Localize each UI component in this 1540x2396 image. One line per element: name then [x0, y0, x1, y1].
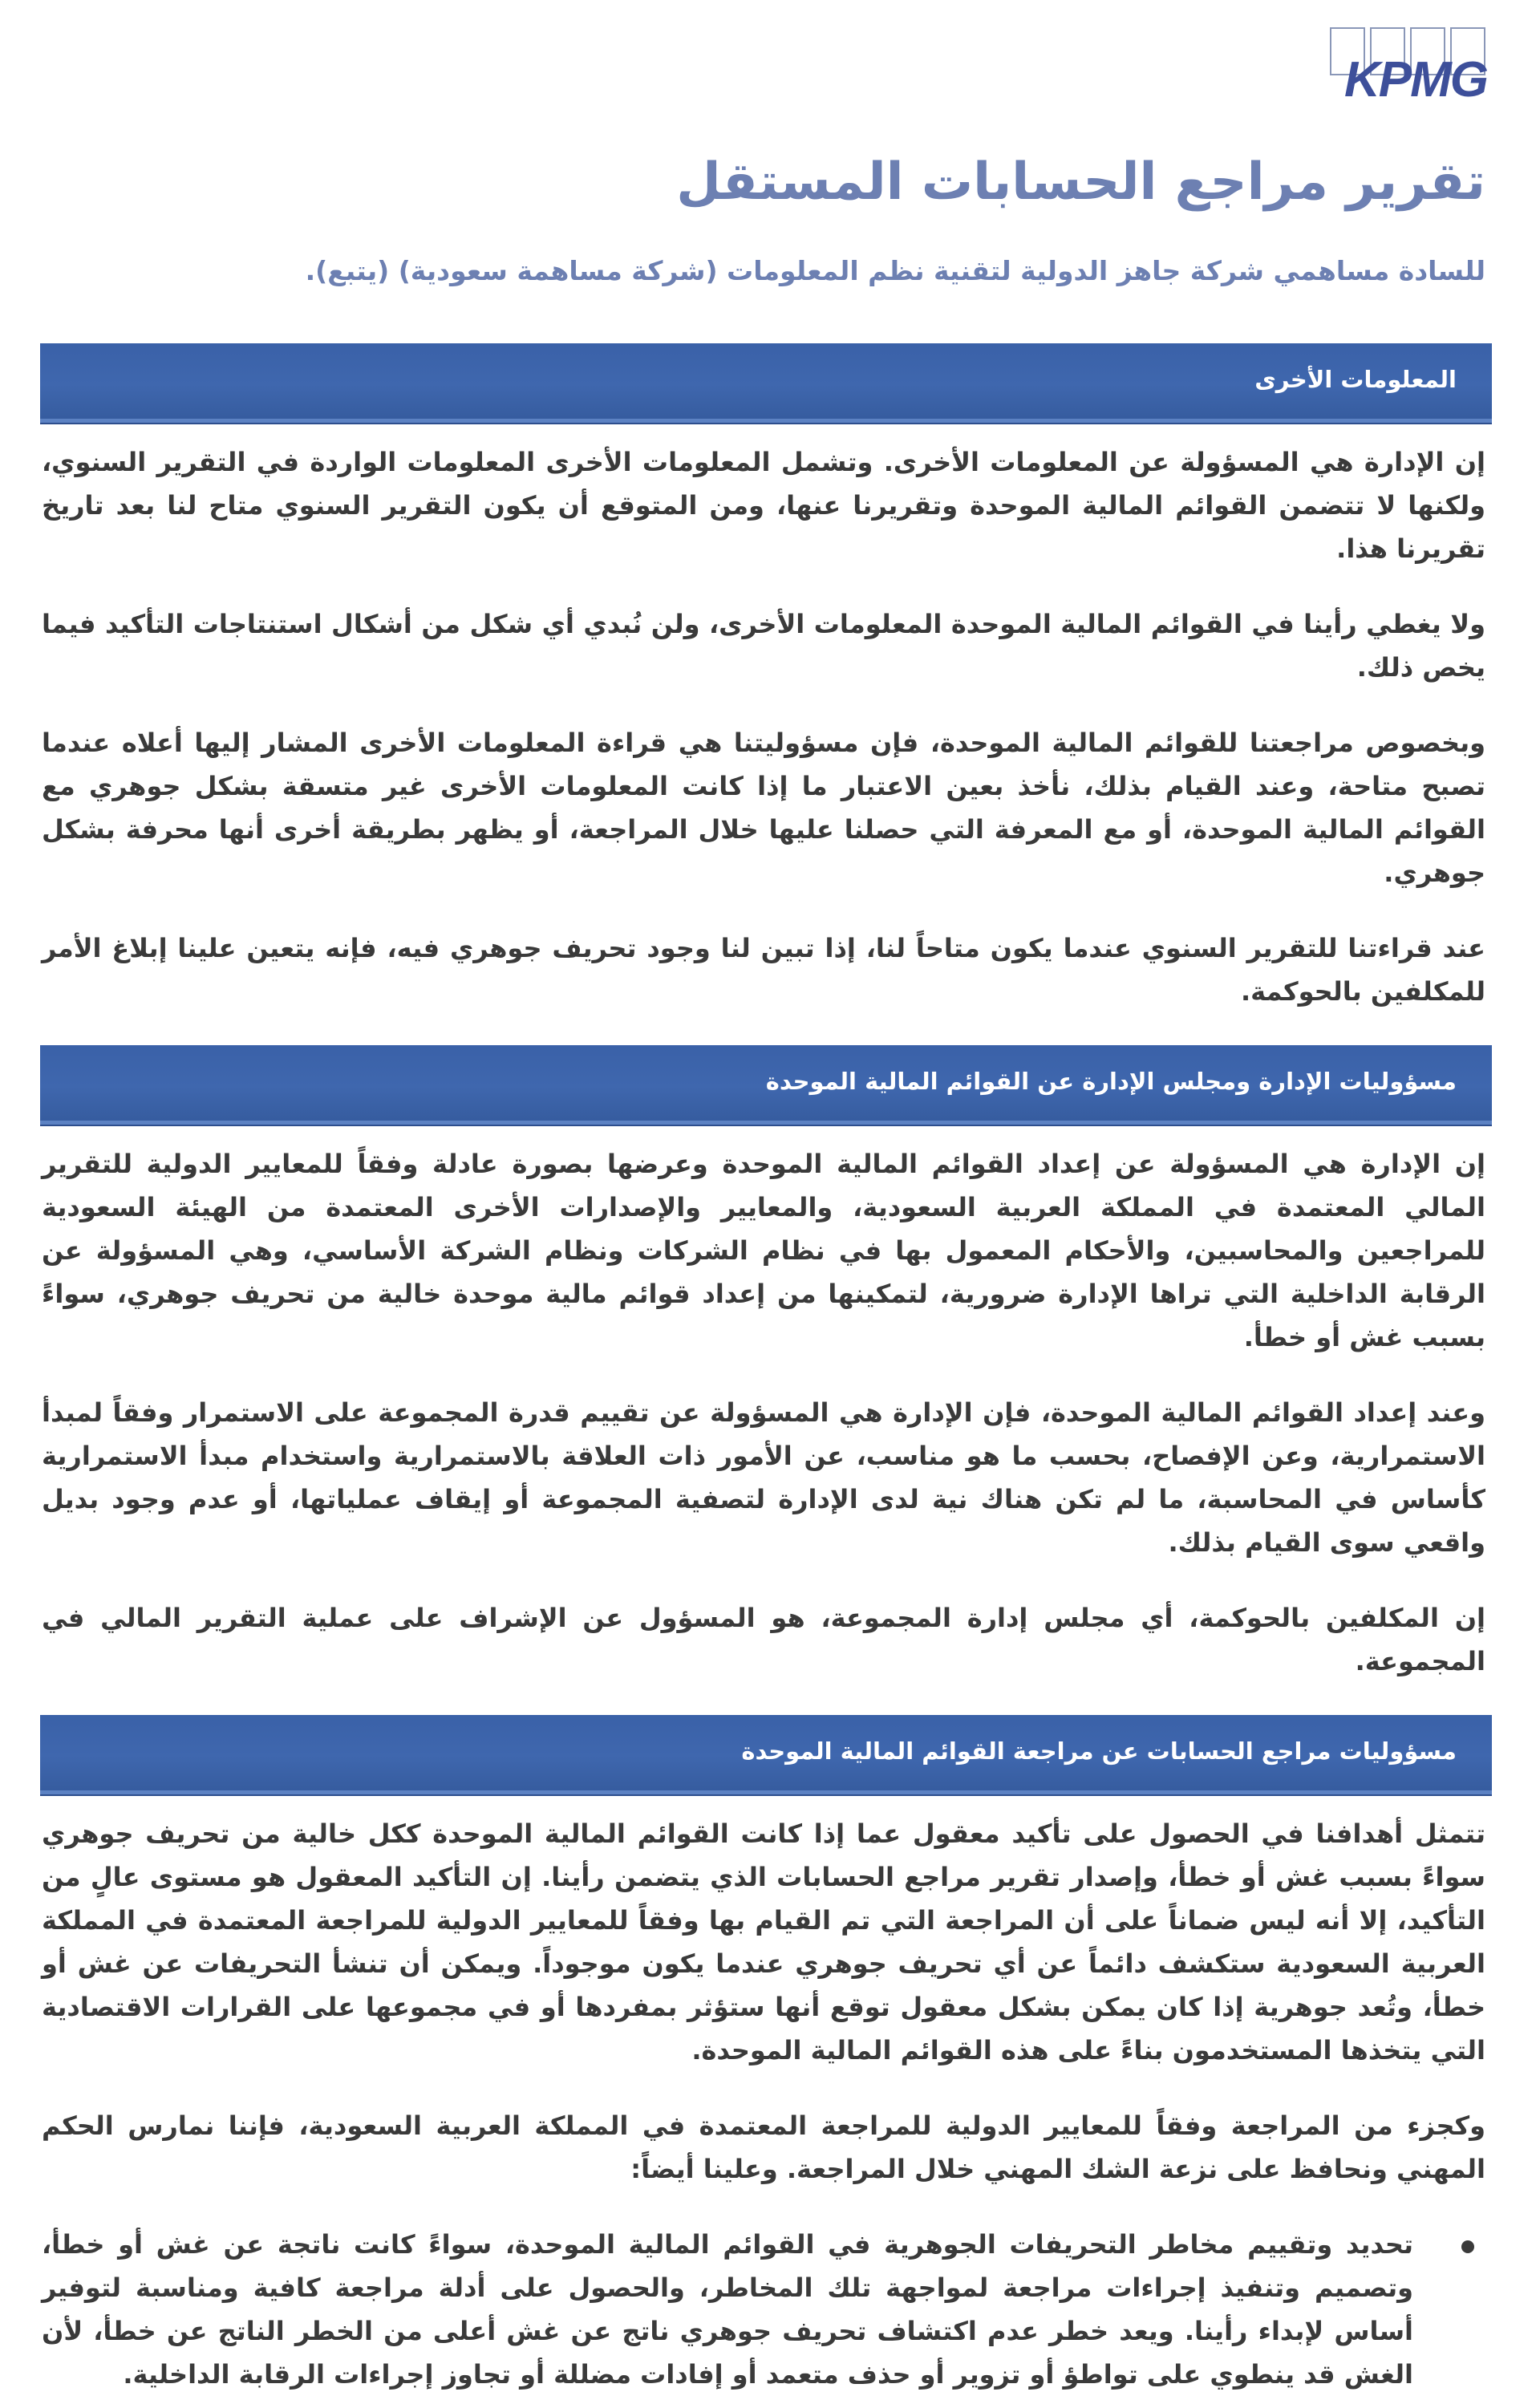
- paragraph: ولا يغطي رأينا في القوائم المالية الموحدة المعلومات الأخرى، ولن نُبدي أي شكل من أشكال استنتاجات التأكيد فيما يخص ذلك.: [42, 609, 1485, 683]
- bullet-text: تحديد وتقييم مخاطر التحريفات الجوهرية في القوائم المالية الموحدة، سواءً كانت ناتجة عن غش أو خطأ، وتصميم وتنفيذ إجراءات مراجعة لمواجهة تلك المخاطر، والحصول على أدلة مراجعة كافية ومناسبة لتوفير أساس لإبداء رأينا. ويعد خطر عدم اكتشاف تحريف جوهري ناتج عن غش أعلى من الخطر الناتج عن خطأ، لأن الغش قد ينطوي على تواطؤ أو تزوير أو حذف متعمد أو إفادات مضللة أو تجاوز إجراءات الرقابة الداخلية.: [42, 2229, 1413, 2390]
- paragraph: وبخصوص مراجعتنا للقوائم المالية الموحدة، فإن مسؤوليتنا هي قراءة المعلومات الأخرى المشار إليها أعلاه عندما تصبح متاحة، وعند القيام بذلك، نأخذ بعين الاعتبار ما إذا كانت المعلومات الأخرى غير متسقة بشكل جوهري مع القوائم المالية الموحدة، أو مع المعرفة التي حصلنا عليها خلال المراجعة، أو يظهر بطريقة أخرى أنها محرفة بشكل جوهري.: [42, 728, 1485, 888]
- report-title: تقرير مراجع الحسابات المستقل: [676, 152, 1485, 212]
- paragraph: إن المكلفين بالحوكمة، أي مجلس إدارة المجموعة، هو المسؤول عن الإشراف على عملية التقرير المالي في المجموعة.: [42, 1603, 1485, 1676]
- bullet-dot-icon: [1461, 2240, 1474, 2253]
- section-heading: مسؤوليات الإدارة ومجلس الإدارة عن القوائم المالية الموحدة: [765, 1068, 1457, 1095]
- section-heading: المعلومات الأخرى: [1254, 366, 1457, 393]
- section-header-auditor-responsibilities: [40, 1715, 1492, 1794]
- paragraph: عند قراءتنا للتقرير السنوي عندما يكون متاحاً لنا، إذا تبين لنا وجود تحريف جوهري فيه، فإنه يتعين علينا إبلاغ الأمر للمكلفين بالحوكمة.: [42, 933, 1485, 1007]
- section-header-other-information: [40, 343, 1492, 423]
- paragraph: تتمثل أهدافنا في الحصول على تأكيد معقول عما إذا كانت القوائم المالية الموحدة ككل خالية من تحريف جوهري سواءً بسبب غش أو خطأ، وإصدار تقرير مراجع الحسابات الذي يتضمن رأينا. إن التأكيد المعقول هو مستوى عالٍ من التأكيد، إلا أنه ليس ضماناً على أن المراجعة التي تم القيام بها وفقاً للمعايير الدولية للمراجعة المعتمدة في المملكة العربية السعودية ستكشف دائماً عن أي تحريف جوهري عندما يكون موجوداً. ويمكن أن تنشأ التحريفات عن غش أو خطأ، وتُعد جوهرية إذا كان يمكن بشكل معقول توقع أنها ستؤثر بمفردها أو في مجموعها على القرارات الاقتصادية التي يتخذها المستخدمون بناءً على هذه القوائم المالية الموحدة.: [42, 1818, 1485, 2066]
- bullet-item: [42, 2223, 1485, 2396]
- report-body: [0, 343, 1540, 2396]
- section-header-management-responsibilities: [40, 1045, 1492, 1125]
- paragraph: إن الإدارة هي المسؤولة عن إعداد القوائم المالية الموحدة وعرضها بصورة عادلة وفقاً للمعايير الدولية للتقرير المالي المعتمدة في المملكة العربية السعودية، والمعايير والإصدارات الأخرى المعتمدة من الهيئة السعودية للمراجعين والمحاسبين، والأحكام المعمول بها في نظام الشركات ونظام الشركة الأساسي، وهي المسؤولة عن الرقابة الداخلية التي تراها الإدارة ضرورية، لتمكينها من إعداد قوائم مالية موحدة خالية من تحريف جوهري، سواءً بسبب غش أو خطأ.: [42, 1149, 1485, 1352]
- section-heading: مسؤوليات مراجع الحسابات عن مراجعة القوائم المالية الموحدة: [741, 1737, 1457, 1765]
- bullet-list: [42, 2223, 1485, 2396]
- paragraph: وكجزء من المراجعة وفقاً للمعايير الدولية للمراجعة المعتمدة في المملكة العربية السعودية، فإننا نمارس الحكم المهني ونحافظ على نزعة الشك المهني خلال المراجعة. وعلينا أيضاً:: [42, 2110, 1485, 2184]
- paragraph: وعند إعداد القوائم المالية الموحدة، فإن الإدارة هي المسؤولة عن تقييم قدرة المجموعة على الاستمرار وفقاً لمبدأ الاستمرارية، وعن الإفصاح، بحسب ما هو مناسب، عن الأمور ذات العلاقة بالاستمرارية واستخدام مبدأ الاستمرارية كأساس في المحاسبة، ما لم تكن هناك نية لدى الإدارة لتصفية المجموعة أو إيقاف عملياتها، أو عدم وجود بديل واقعي سوى القيام بذلك.: [42, 1397, 1485, 1558]
- logo-wordmark: KPMG: [1344, 52, 1487, 107]
- kpmg-logo: [1325, 22, 1493, 111]
- paragraph: إن الإدارة هي المسؤولة عن المعلومات الأخرى. وتشمل المعلومات الأخرى المعلومات الواردة في التقرير السنوي، ولكنها لا تتضمن القوائم المالية الموحدة وتقريرنا عنها، ومن المتوقع أن يكون التقرير السنوي متاح لنا بعد تاريخ تقريرنا هذا.: [42, 447, 1485, 564]
- report-subtitle: للسادة مساهمي شركة جاهز الدولية لتقنية نظم المعلومات (شركة مساهمة سعودية) (يتبع).: [305, 255, 1485, 286]
